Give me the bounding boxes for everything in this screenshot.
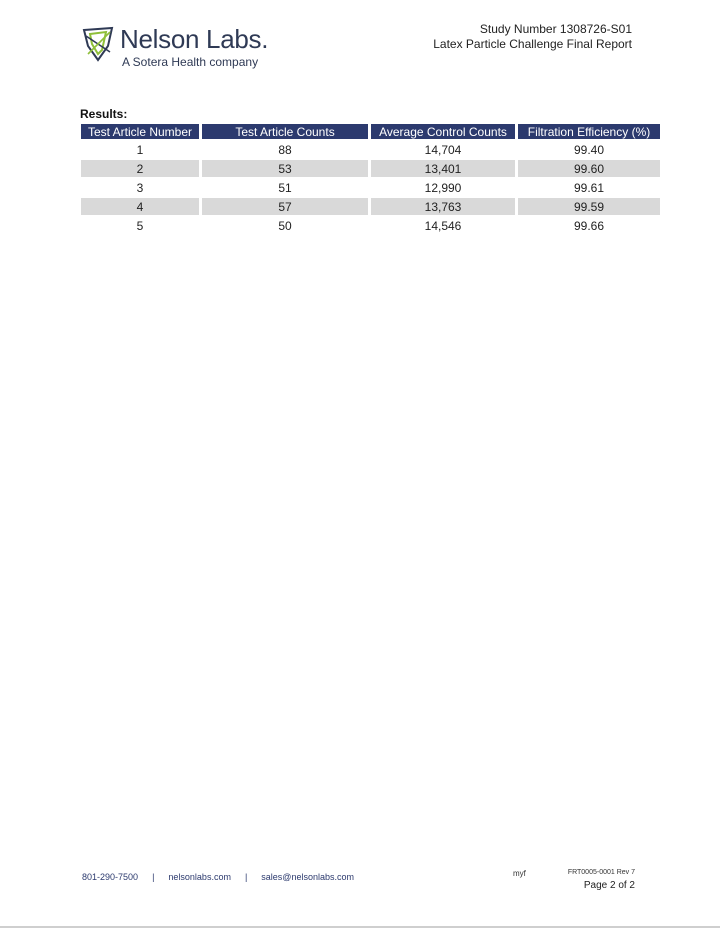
table-cell: 99.60 — [518, 160, 660, 177]
shield-logo-icon — [80, 24, 116, 64]
column-header: Test Article Counts — [202, 124, 368, 139]
table-cell: 4 — [81, 198, 199, 215]
table-row — [81, 217, 660, 234]
footer-email-link[interactable]: sales@nelsonlabs.com — [261, 872, 354, 882]
table-cell: 1 — [136, 142, 144, 157]
table-cell: 12,990 — [424, 180, 462, 195]
table-cell: 99.66 — [573, 218, 605, 233]
table-cell: 13,401 — [371, 160, 515, 177]
footer-separator: | — [244, 872, 248, 882]
table-cell: 14,546 — [424, 218, 462, 233]
study-number: Study Number 1308726-S01 — [479, 22, 632, 36]
results-heading: Results: — [80, 107, 128, 121]
table-cell: 53 — [202, 160, 368, 177]
table-cell: 2 — [81, 160, 199, 177]
table-cell: 99.59 — [518, 198, 660, 215]
table-cell: 50 — [278, 218, 292, 233]
footer-form-number: FRT0005-0001 Rev 7 — [567, 869, 635, 876]
footer-website-link[interactable]: nelsonlabs.com — [168, 872, 231, 882]
column-header: Filtration Efficiency (%) — [518, 124, 660, 139]
column-header: Test Article Number — [81, 124, 199, 139]
footer-separator: | — [152, 872, 155, 882]
table-cell: 99.40 — [573, 142, 605, 157]
table-row — [81, 141, 660, 158]
scan-edge-divider — [0, 926, 720, 928]
table-cell: 3 — [136, 180, 144, 195]
table-row — [81, 179, 660, 196]
table-cell: 13,763 — [371, 198, 515, 215]
table-row — [81, 198, 660, 215]
report-info — [433, 22, 632, 52]
table-cell: 99.61 — [573, 180, 605, 195]
table-cell: 88 — [278, 142, 292, 157]
column-header: Average Control Counts — [371, 124, 515, 139]
footer-phone: 801-290-7500 — [82, 872, 139, 882]
table-row — [81, 160, 660, 177]
footer-initials: myf — [513, 869, 526, 878]
table-cell: 57 — [202, 198, 368, 215]
results-table — [78, 122, 663, 236]
brand-name: Nelson Labs. — [120, 24, 269, 54]
page-number: Page 2 of 2 — [583, 880, 635, 891]
nelson-labs-logo — [80, 24, 280, 74]
brand-tagline: A Sotera Health company — [122, 55, 259, 69]
report-title: Latex Particle Challenge Final Report — [433, 37, 632, 51]
table-header-row — [81, 124, 660, 139]
table-cell: 51 — [278, 180, 292, 195]
table-cell: 5 — [136, 218, 144, 233]
footer-contact — [82, 872, 354, 882]
table-cell: 14,704 — [424, 142, 462, 157]
